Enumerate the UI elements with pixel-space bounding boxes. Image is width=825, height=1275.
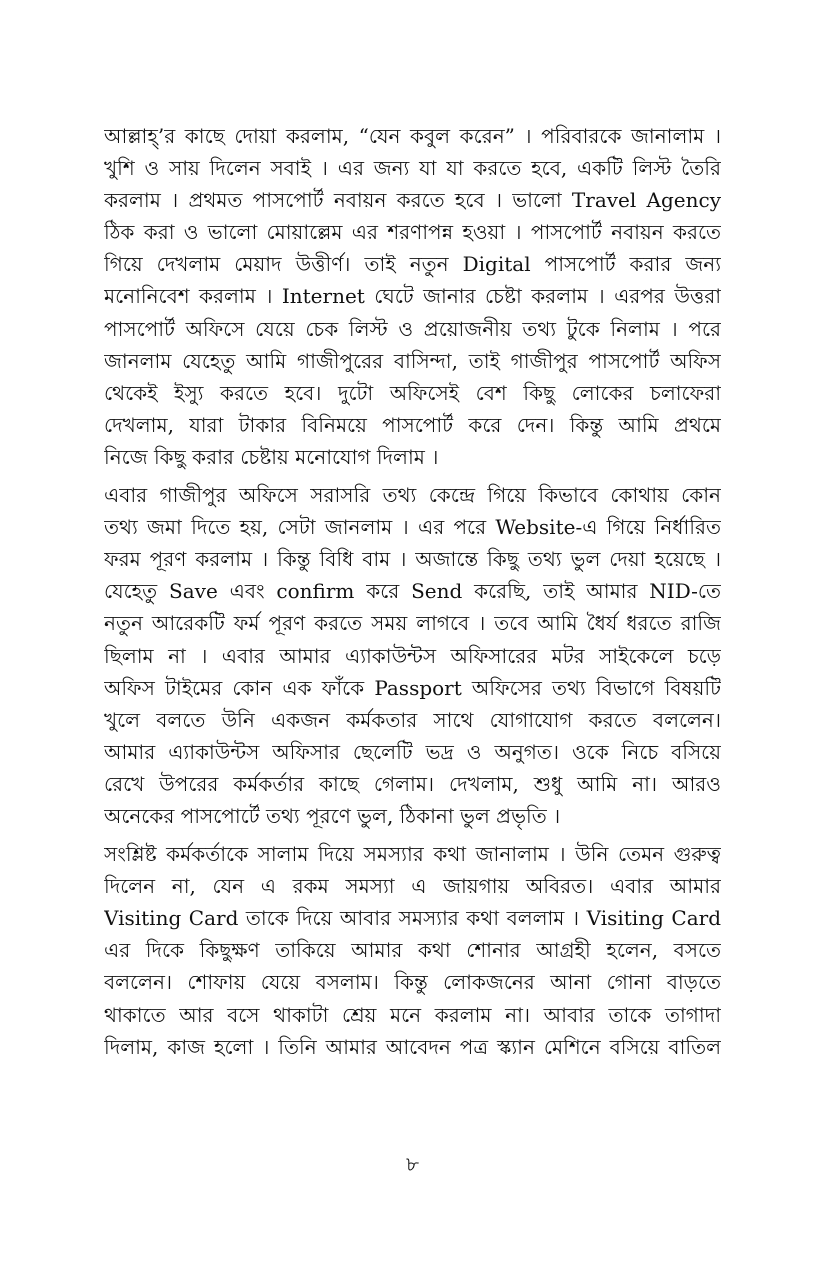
text-line: বললেন। শোফায় যেয়ে বসলাম। কিন্তু লোকজনের আনা গোনা বাড়তে: [104, 970, 721, 995]
body-text: [104, 120, 721, 1069]
text-line: অনেকের পাসপোর্টে তথ্য পূরণে ভুল, ঠিকানা ভুল প্রভৃতি ।: [104, 803, 561, 828]
text-line: থেকেই ইস্যু করতে হবে। দুটো অফিসেই বেশ কিছু লোকের চলাফেরা: [104, 380, 721, 405]
text-line: এর দিকে কিছুক্ষণ তাকিয়ে আমার কথা শোনার আগ্রহী হলেন, বসতে: [104, 938, 721, 963]
paragraph-3: [104, 838, 721, 1063]
paragraph-1: [104, 120, 721, 473]
text-line: Visiting Card তাকে দিয়ে আবার সমস্যার কথা বললাম । Visiting Card: [104, 906, 721, 931]
text-line: জানলাম যেহেতু আমি গাজীপুরের বাসিন্দা, তাই গাজীপুর পাসপোর্ট অফিস: [104, 348, 721, 373]
page-number: ৮: [406, 1152, 419, 1176]
paragraph-2: [104, 479, 721, 832]
text-line: গিয়ে দেখলাম মেয়াদ উত্তীর্ণ। তাই নতুন Digital পাসপোর্ট করার জন্য: [104, 252, 721, 277]
text-line: মনোনিবেশ করলাম । Internet ঘেটে জানার চেষ্টা করলাম । এরপর উত্তরা: [104, 284, 721, 309]
text-line: ছিলাম না । এবার আমার এ্যাকাউন্টস অফিসারের মটর সাইকেলে চড়ে: [104, 643, 721, 668]
text-line: রেখে উপরের কর্মকর্তার কাছে গেলাম। দেখলাম, শুধু আমি না। আরও: [104, 771, 721, 796]
text-line: ফরম পূরণ করলাম । কিন্তু বিধি বাম । অজান্তে কিছু তথ্য ভুল দেয়া হয়েছে ।: [104, 547, 721, 572]
text-line: দিলেন না, যেন এ রকম সমস্যা এ জায়গায় অবিরত। এবার আমার: [104, 874, 721, 899]
text-line: দেখলাম, যারা টাকার বিনিময়ে পাসপোর্ট করে দেন। কিন্তু আমি প্রথমে: [104, 412, 721, 437]
text-line: তথ্য জমা দিতে হয়, সেটা জানলাম । এর পরে Website-এ গিয়ে নির্ধারিত: [104, 515, 721, 540]
text-line: যেহেতু Save এবং confirm করে Send করেছি, তাই আমার NID-তে: [104, 579, 721, 604]
text-line: পাসপোর্ট অফিসে যেয়ে চেক লিস্ট ও প্রয়োজনীয় তথ্য টুকে নিলাম । পরে: [104, 316, 721, 341]
text-line: থাকাতে আর বসে থাকাটা শ্রেয় মনে করলাম না। আবার তাকে তাগাদা: [104, 1002, 721, 1027]
text-line: নতুন আরেকটি ফর্ম পূরণ করতে সময় লাগবে । তবে আমি ধৈর্য ধরতে রাজি: [104, 611, 721, 636]
text-line: নিজে কিছু করার চেষ্টায় মনোযোগ দিলাম ।: [104, 444, 439, 469]
text-line: এবার গাজীপুর অফিসে সরাসরি তথ্য কেন্দ্রে গিয়ে কিভাবে কোথায় কোন: [104, 483, 721, 508]
text-line: আমার এ্যাকাউন্টস অফিসার ছেলেটি ভদ্র ও অনুগত। ওকে নিচে বসিয়ে: [104, 739, 721, 764]
text-line: সংশ্লিষ্ট কর্মকর্তাকে সালাম দিয়ে সমস্যার কথা জানালাম । উনি তেমন গুরুত্ব: [104, 842, 721, 867]
text-line: আল্লাহ্’র কাছে দোয়া করলাম, “যেন কবুল করেন” । পরিবারকে জানালাম ।: [104, 124, 721, 148]
text-line: খুশি ও সায় দিলেন সবাই । এর জন্য যা যা করতে হবে, একটি লিস্ট তৈরি: [104, 156, 721, 181]
text-line: ঠিক করা ও ভালো মোয়াল্লেম এর শরণাপন্ন হওয়া । পাসপোর্ট নবায়ন করতে: [104, 220, 721, 245]
text-line: করলাম । প্রথমত পাসপোর্ট নবায়ন করতে হবে । ভালো Travel Agency: [104, 188, 721, 213]
text-line: খুলে বলতে উনি একজন কর্মকতার সাথে যোগাযোগ করতে বললেন।: [104, 707, 721, 732]
text-line: দিলাম, কাজ হলো । তিনি আমার আবেদন পত্র স্ক্যান মেশিনে বসিয়ে বাতিল: [104, 1034, 721, 1059]
text-line: অফিস টাইমের কোন এক ফাঁকে Passport অফিসের তথ্য বিভাগে বিষয়টি: [104, 675, 721, 700]
